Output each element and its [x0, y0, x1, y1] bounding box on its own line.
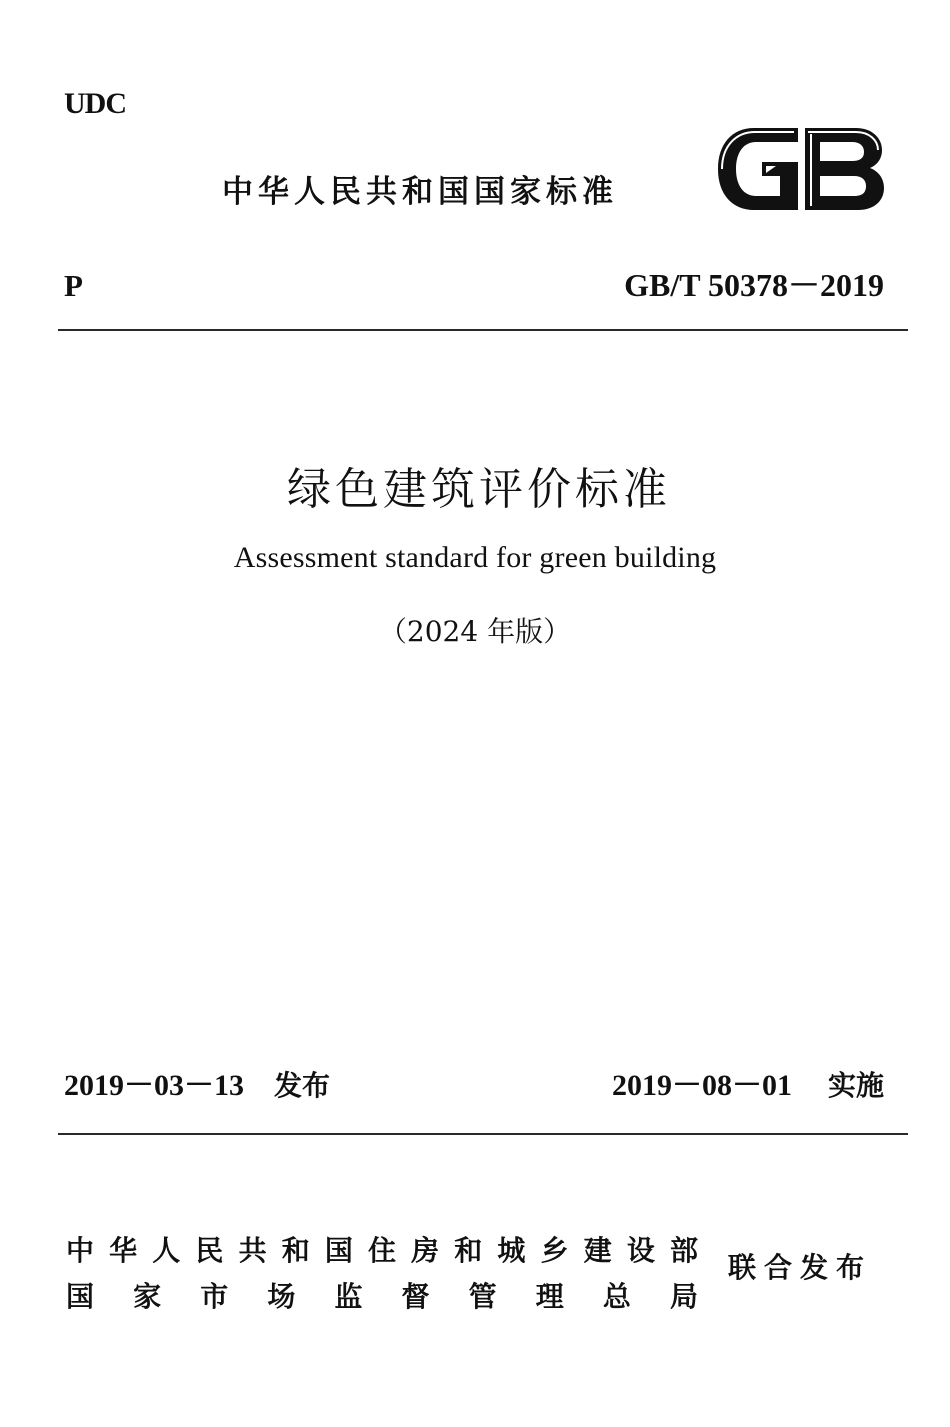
issue-label: 发布	[274, 1069, 331, 1102]
gb-logo-icon	[716, 126, 886, 212]
issue-date: 2019－03－13	[64, 1069, 244, 1102]
standard-number: GB/T 50378－2019	[624, 267, 884, 303]
issuer-char: 部	[669, 1234, 698, 1267]
issuer-char: 国	[66, 1280, 95, 1313]
implementation-date: 2019－08－01	[611, 1069, 792, 1102]
category-code: P	[64, 268, 83, 303]
issuer-char: 总	[602, 1280, 631, 1313]
issuer-char: 中	[66, 1234, 95, 1267]
issuer-char: 建	[583, 1234, 612, 1267]
title-english: Assessment standard for green building	[233, 541, 717, 574]
issuer-char: 管	[468, 1280, 497, 1313]
issuing-authorities	[66, 1228, 706, 1320]
top-divider	[58, 329, 908, 331]
issuer-ministry	[66, 1228, 698, 1274]
issuer-char: 城	[497, 1234, 526, 1267]
joint-issue-label: 联合发布	[728, 1251, 873, 1284]
issuer-char: 理	[535, 1280, 564, 1313]
issuer-char: 乡	[540, 1234, 569, 1267]
issuer-char: 市	[200, 1280, 229, 1313]
issuer-char: 局	[669, 1280, 698, 1313]
issuer-char: 督	[401, 1280, 430, 1313]
implementation-date-row	[612, 1066, 884, 1106]
issuer-char: 人	[152, 1234, 181, 1267]
issuer-char: 国	[324, 1234, 353, 1267]
issuer-char: 和	[281, 1234, 310, 1267]
issuer-char: 监	[334, 1280, 363, 1313]
issuer-char: 住	[367, 1234, 396, 1267]
issuer-char: 华	[109, 1234, 138, 1267]
issuer-char: 房	[411, 1234, 440, 1267]
title-chinese: 绿色建筑评价标准	[287, 464, 671, 515]
issuer-char: 民	[195, 1234, 224, 1267]
issuer-char: 和	[454, 1234, 483, 1267]
implementation-label: 实施	[827, 1069, 884, 1102]
national-standard-heading: 中华人民共和国国家标准	[222, 174, 618, 210]
edition-label: （2024 年版）	[378, 615, 572, 648]
udc-label: UDC	[64, 87, 126, 120]
issuer-char: 共	[238, 1234, 267, 1267]
issuer-market-regulation	[66, 1274, 698, 1320]
issuer-char: 家	[133, 1280, 162, 1313]
bottom-divider	[58, 1133, 908, 1135]
issuer-char: 场	[267, 1280, 296, 1313]
issuer-char: 设	[626, 1234, 655, 1267]
issue-date-row	[64, 1066, 330, 1106]
